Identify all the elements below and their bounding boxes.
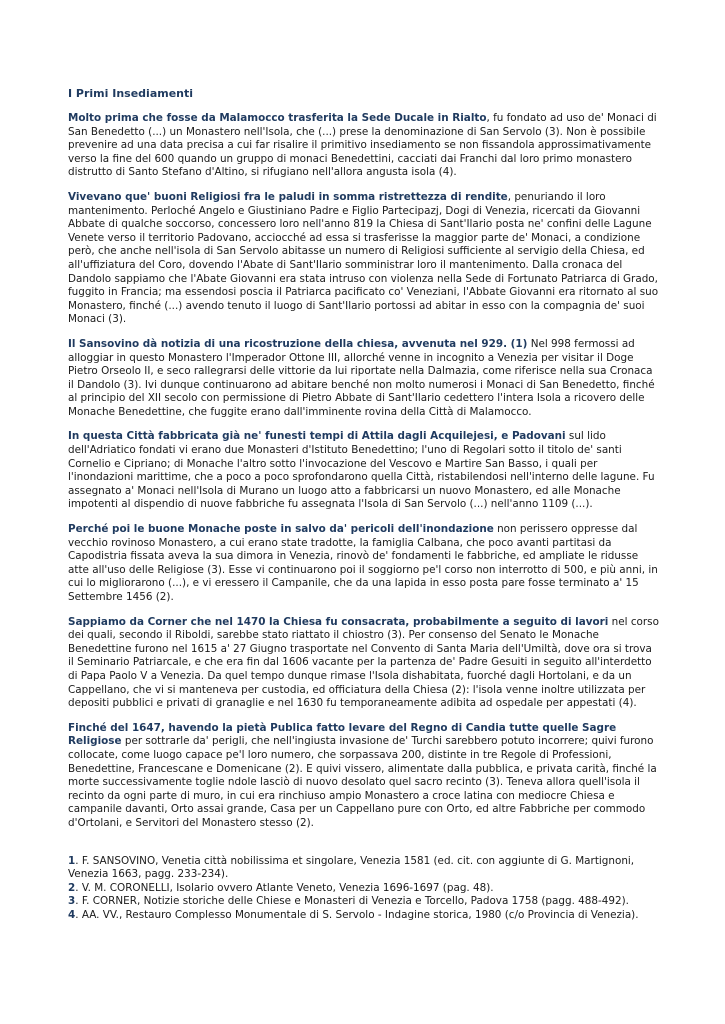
paragraph-1-body: , fu fondato ad uso de' Monaci di San Benedetto (...) un Monastero nell'Isola, che (...) prese la denominazione di San Servolo (3). Non è possibile prevenire ad una data precisa a cui far risalire il primitivo insediamento se non fissandola approssimativamente verso la fine del 600 quando un gruppo di monaci Benedettini, cacciati dai Franchi dal loro primo monastero distrutto di Santo Stefano d'Altino, si rifugiano nell'allora angusta isola (4). [68, 112, 657, 179]
footnote-text: . AA. VV., Restauro Complesso Monumentale di S. Servolo - Indagine storica, 1980 (c/o Provincia di Venezia). [75, 908, 639, 921]
footnote-1 [68, 855, 659, 882]
paragraph-1 [68, 112, 659, 180]
paragraph-7-body: per sottrarle da' perigli, che nell'ingiusta invasione de' Turchi sarebbero potuto incorrere; quivi furono collocate, come luogo capace pe'l loro numero, che sorpassava 200, distinte in tre Regole di Professioni, Benedettine, Francescane e Domenicane (2). E quivi vissero, alimentate dalla pubblica, e privata carità, finché la morte successivamente toglie ndole lasciò di nuovo desolato quel sacro recinto (3). Teneva allora quell'isola il recinto da ogni parte di muro, in cui era rinchiuso ampio Monastero a croce latina con mediocre Chiesa e campanile davanti, Orto assai grande, Casa per un Cappellano pure con Orto, ed altre Fabbriche per commodo d'Ortolani, e Servitori del Monastero stesso (2). [68, 735, 657, 829]
paragraph-6-lead: Sappiamo da Corner che nel 1470 la Chiesa fu consacrata, probabilmente a seguito di lavori [68, 615, 609, 628]
paragraph-6-body: nel corso dei quali, secondo il Riboldi, sarebbe stato riattato il chiostro (3). Per consenso del Senato le Monache Benedettine furono nel 1615 a' 27 Giugno trasportate nel Convento di Santa Maria dell'Umiltà, dove ora si trova il Seminario Patriarcale, e che era fin dal 1606 vacante per la partenza de' Padre Gesuiti in seguito all'interdetto di Papa Paolo V a Venezia. Da quel tempo dunque rimase l'Isola dishabitata, fuorché dagli Hortolani, e da un Cappellano, che vi si manteneva per custodia, ed officiatura della Chiesa (2): l'isola venne inoltre utilizzata per depositi pubblici e privati di granaglie e nel 1630 fu temporaneamente adibita ad ospedale per appestati (4). [68, 615, 659, 710]
paragraph-1-lead: Molto prima che fosse da Malamocco trasferita la Sede Ducale in Rialto [68, 112, 487, 124]
paragraph-4-body: sul lido dell'Adriatico fondati vi erano due Monasteri d'Istituto Benedettino; l'uno di Regolari sotto il titolo de' santi Cornelio e Cipriano; di Monache l'altro sotto l'invocazione del Vescovo e Martire San Basso, i quali per l'inondazioni marittime, che a poco a poco sprofondarono quella Città, ristabilendosi nell'interno delle lagune. Fu assegnato a' Monaci nell'Isola di Murano un luogo atto a fabbricarsi un nuovo Monastero, ed alle Monache impotenti al dispendio di nuove fabbriche fu assegnata l'Isola di San Servolo (...) nell'anno 1109 (...). [68, 430, 655, 511]
paragraph-2-lead: Vivevano que' buoni Religiosi fra le paludi in somma ristrettezza di rendite [68, 190, 508, 203]
paragraph-3 [68, 338, 659, 420]
paragraph-6 [68, 616, 659, 711]
footnote-2 [68, 882, 659, 896]
footnote-number: 1 [68, 854, 76, 867]
footnote-number: 3 [68, 895, 76, 908]
footnote-4 [68, 909, 659, 923]
footnotes [68, 855, 659, 923]
paragraph-2 [68, 191, 659, 327]
paragraph-4 [68, 430, 659, 512]
paragraph-5-lead: Perché poi le buone Monache poste in salvo da' pericoli dell'inondazione [68, 523, 494, 536]
paragraph-7-lead: Finché del 1647, havendo la pietà Publica fatto levare del Regno di Candia tutte quelle Sagre Religiose [68, 721, 617, 748]
paragraph-2-body: , penuriando il loro mantenimento. Perloché Angelo e Giustiniano Padre e Figlio Partecipazj, Dogi di Venezia, ricercati da Giovanni Abbate di qualche soccorso, concessero loro nell'anno 819 la Chiesa di Sant'Ilario posta ne' confini delle Lagune Venete verso il territorio Padovano, acciocché ad essa si trasferisse la maggior parte de' Monaci, a condizione però, che anche nell'isola di San Servolo abitasse un numero di Religiosi sufficiente al servigio della Chiesa, ed all'uffiziatura del Coro, dovendo l'Abate di Sant'Ilario somministrar loro il mantenimento. Dalla cronaca del Dandolo sappiamo che l'Abate Giovanni era stata intruso con violenza nella Sede di Fortunato Patriarca di Grado, fuggito in Francia; ma essendosi poscia il Patriarca pacificato co' Veneziani, l'Abbate Giovanni era ritornato al suo Monastero, finché (...) avendo tenuto il luogo di Sant'Ilario portossi ad abitar in esso con la compagnia de' suoi Monaci (3). [68, 190, 659, 326]
footnote-text: . V. M. CORONELLI, Isolario ovvero Atlante Veneto, Venezia 1696-1697 (pag. 48). [75, 881, 494, 894]
paragraph-3-lead: Il Sansovino dà notizia di una ricostruzione della chiesa, avvenuta nel 929. (1) [68, 337, 528, 350]
footnote-number: 4 [68, 908, 76, 921]
paragraph-3-body: Nel 998 fermossi ad alloggiar in questo Monastero l'Imperador Ottone III, allorché venne in incognito a Venezia per visitar il Doge Pietro Orseolo II, e seco rallegrarsi delle vittorie da lui riportate nella Dalmazia, come riferisce nella sua Cronaca il Dandolo (3). Ivi dunque continuarono ad abitare benché non molto numerosi i Monaci di San Benedetto, finché al principio del XII secolo con permissione di Pietro Abbate di Sant'Ilario cedettero l'intera Isola a ricovero delle Monache Benedettine, che fuggite erano dall'imminente rovina della Città di Malamocco. [68, 337, 655, 418]
footnote-text: . F. CORNER, Notizie storiche delle Chiese e Monasteri di Venezia e Torcello, Padova 1758 (pagg. 488-492). [75, 895, 629, 908]
footnote-3 [68, 895, 659, 909]
paragraph-4-lead: In questa Città fabbricata già ne' funesti tempi di Attila dagli Acquilejesi, e Padovani [68, 430, 566, 443]
paragraph-5-body: non perissero oppresse dal vecchio rovinoso Monastero, a cui erano state tradotte, la famiglia Calbana, che poco avanti partitasi da Capodistria fissata aveva la sua dimora in Venezia, rinovò de' fondamenti le fabbriche, ed ampliate le ridusse atte all'uso delle Religiose (3). Esse vi continuarono poi il soggiorno pe'l corso non interrotto di 500, e più anni, in cui lo migliorarono (...), e vi eressero il Campanile, che da una lapida in esso posta pare fosse terminato a' 15 Settembre 1456 (2). [68, 523, 658, 603]
footnote-text: . F. SANSOVINO, Venetia città nobilissima et singolare, Venezia 1581 (ed. cit. con aggiunte di G. Martignoni, Venezia 1663, pagg. 233-234). [68, 854, 635, 881]
paragraph-7 [68, 722, 659, 831]
section-title: I Primi Insediamenti [68, 87, 194, 100]
paragraph-5 [68, 523, 659, 605]
footnote-number: 2 [68, 881, 76, 894]
